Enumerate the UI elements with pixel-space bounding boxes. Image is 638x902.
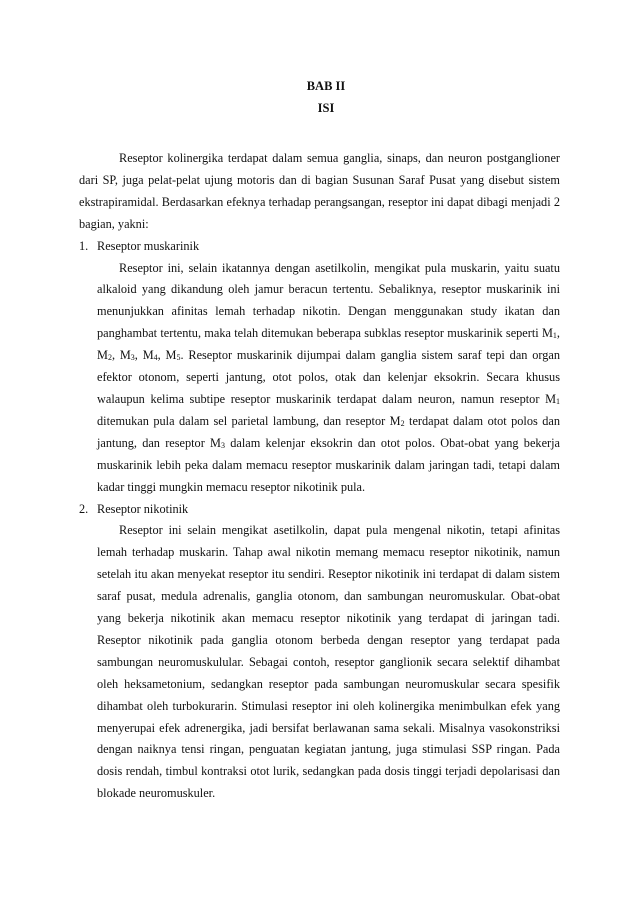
subscript: 2 (400, 418, 405, 428)
nicotinic-paragraph: Reseptor ini selain mengikat asetilkolin, dapat pula mengenal nikotin, tetapi afinitas lemah terhadap muskarin. Tahap awal nikotin memang memacu reseptor nikotinik, namun setelah itu akan menyekat reseptor itu sendiri. Reseptor nikotinik ini terdapat di dalam sistem saraf pusat, medula adrenalis, ganglia otonom, dan sambungan neuromuskular. Obat-obat yang bekerja nikotinik akan memacu reseptor nikotinik yang terdapat di jaringan tadi. Reseptor nikotinik pada ganglia otonom berbeda dengan reseptor yang terdapat pada sambungan neuromuskulular. Sebagai contoh, reseptor ganglionik secara selektif dihambat oleh heksametonium, sedangkan reseptor pada sambungan neuromuskular secara spesifik dihambat oleh turbokurarin. Stimulasi reseptor ini oleh kolinergika menimbulkan efek yang menyerupai efek adrenergika, jadi bersifat berlawanan sama sekali. Misalnya vasokonstriksi dengan naiknya tensi ringan, penguatan kegiatan jantung, juga stimulasi SSP ringan. Pada dosis rendah, timbul kontraksi otot lurik, sedangkan pada dosis tinggi terjadi depolarisasi dan blokade neuromuskuler. (97, 523, 560, 801)
list-item-title: Reseptor nikotinik (97, 501, 189, 516)
m-symbol: M (119, 348, 131, 363)
separator: , (134, 348, 143, 363)
subscript: 2 (107, 353, 112, 363)
m-symbol: M (389, 413, 401, 428)
subscript: 1 (556, 396, 560, 406)
subscript: 1 (552, 331, 557, 341)
separator: , (111, 348, 120, 363)
subscript: 3 (220, 440, 225, 450)
text-segment: dalam kelenjar eksokrin dan otot polos. Obat-obat yang bekerja muskarinik lebih peka dalam memacu reseptor muskarinik dalam jaringan tadi, tetapi dalam kadar tinggi mungkin memacu reseptor nikotinik pula. (97, 435, 560, 494)
m-symbol: M (210, 435, 221, 450)
list-item (79, 499, 560, 806)
list-item-title: Reseptor muskarinik (97, 238, 200, 253)
text-segment: ditemukan pula dalam sel parietal lambung, dan reseptor (97, 413, 390, 428)
subscript: 4 (153, 353, 158, 363)
m-symbol: M (545, 391, 556, 406)
list-number: 1. (79, 238, 89, 253)
intro-paragraph: Reseptor kolinergika terdapat dalam semua ganglia, sinaps, dan neuron postganglioner dari SP, juga pelat-pelat ujung motoris dan di bagian Susunan Saraf Pusat yang disebut sistem ekstrapiramidal. Berdasarkan efeknya terhadap perangsangan, reseptor ini dapat dibagi menjadi 2 bagian, yakni: (79, 151, 560, 231)
document-body (79, 148, 560, 805)
subscript: 3 (130, 353, 135, 363)
subscript: 5 (176, 353, 181, 363)
text-segment: Reseptor muskarinik dijumpai dalam ganglia sistem saraf tepi dan organ efektor otonom, seperti jantung, otot polos, otak dan kelenjar eksokrin. Secara khusus walaupun kelima subtipe reseptor muskarinik terdapat dalam neuron, namun reseptor (97, 348, 561, 406)
muscarinic-paragraph (97, 258, 560, 499)
list-item (79, 236, 560, 499)
m-symbol: M (165, 348, 177, 363)
separator: , (556, 326, 560, 341)
separator: , (157, 348, 166, 363)
section-title: ISI (317, 101, 335, 115)
text-segment: terdapat dalam otot polos dan jantung, dan reseptor (97, 413, 560, 450)
m-symbol: M (541, 326, 553, 341)
chapter-title: BAB II (306, 79, 346, 93)
list-number: 2. (79, 501, 89, 516)
separator: . (180, 348, 184, 363)
m-symbol: M (142, 348, 154, 363)
text-segment: Reseptor ini, selain ikatannya dengan asetilkolin, mengikat pula muskarin, yaitu suatu alkaloid yang dikandung oleh jamur beracun tertentu. Sebaliknya, reseptor muskarinik ini menunjukkan afinitas lemah terhadap nikotin. Dengan menggunakan study ikatan dan panghambat tertentu, maka telah ditemukan beberapa subklas reseptor muskarinik seperti (97, 260, 560, 341)
receptor-list (79, 236, 560, 806)
m-symbol: M (97, 348, 108, 363)
